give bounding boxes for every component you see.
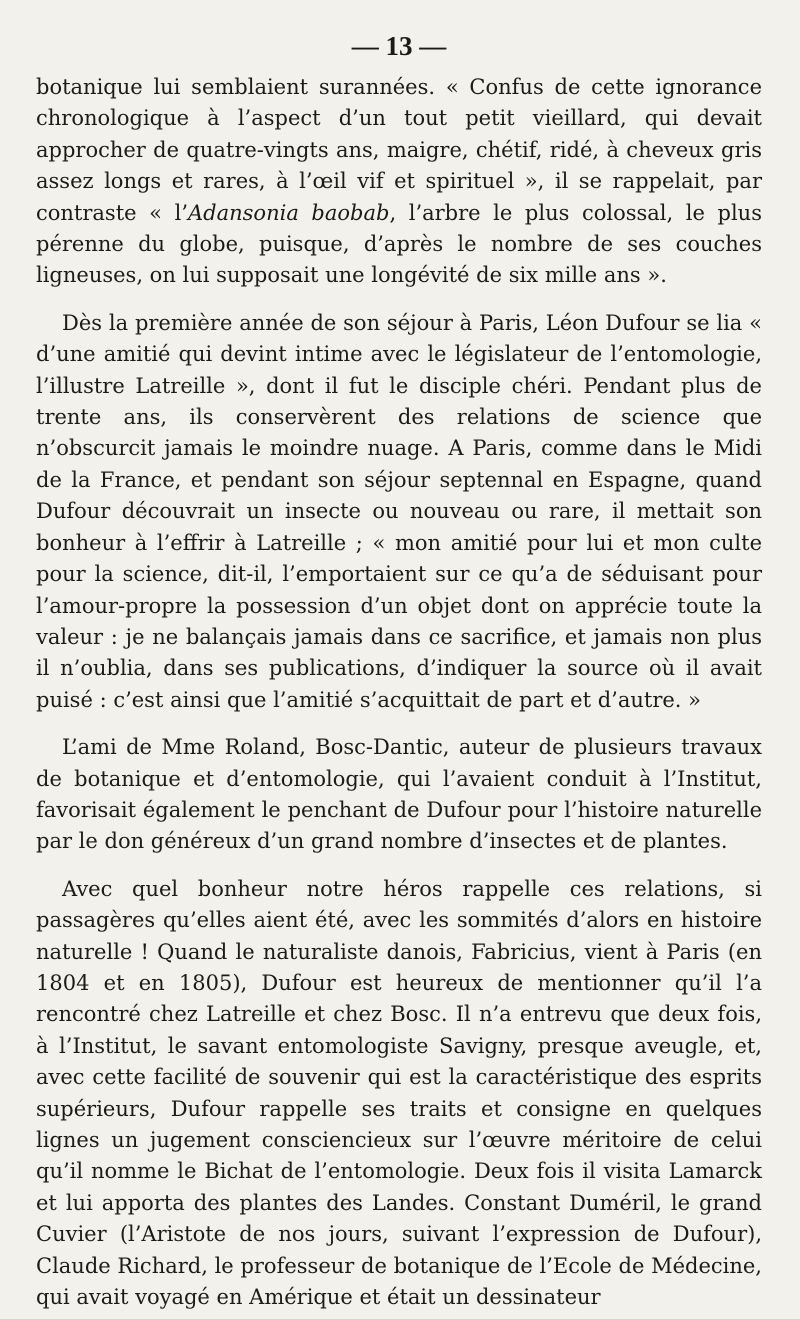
page-number: — 13 — [351, 31, 447, 61]
paragraph-3: L’ami de Mme Roland, Bosc-Dantic, auteur de plusieurs travaux de botanique et d’entomologie, qui l’avaient conduit à l’Institut, favorisait également le penchant de Dufour pour l’histoire naturelle par le don généreux d’un grand nombre d’insectes et de plantes. [36, 735, 762, 854]
paragraph-2: Dès la première année de son séjour à Paris, Léon Dufour se lia « d’une amitié qui devint intime avec le législateur de l’entomologie, l’illustre Latreille », dont il fut le disciple chéri. Pendant plus de trente ans, ils conservèrent des relations de science que n’obscurcit jamais le moindre nuage. A Paris, comme dans le Midi de la France, et pendant son séjour septennal en Espagne, quand Dufour découvrait un insecte ou nouveau ou rare, il mettait son bonheur à l’effrir à Latreille ; « mon amitié pour lui et mon culte pour la science, dit-il, l’emportaient sur ce qu’a de séduisant pour l’amour-propre la possession d’un objet dont on apprécie toute la valeur : je ne balançais jamais dans ce sacrifice, et jamais non plus il n’oublia, dans ses publications, d’indiquer la source où il avait puisé : c’est ainsi que l’amitié s’acquittait de part et d’autre. » [36, 310, 762, 712]
paragraph-1-text-a: botanique lui semblaient surannées. « Confus de cette ignorance chronologique à l’aspect d’un tout petit vieillard, qui devait approcher de quatre-vingts ans, maigre, chétif, ridé, à cheveux gris assez longs et rares, à l’œil vif et spirituel », il se rappelait, par contraste « l’ [36, 75, 762, 225]
body-text [36, 72, 762, 1313]
paragraph-1-text-b: , l’arbre le plus colossal, le plus pérenne du globe, puisque, d’après le nombre de ses couches ligneuses, on lui supposait une longévité de six mille ans ». [36, 200, 762, 288]
paragraph-1-species-name: Adansonia baobab [188, 200, 390, 225]
paragraph-4: Avec quel bonheur notre héros rappelle ces relations, si passagères qu’elles aient été, avec les sommités d’alors en histoire naturelle ! Quand le naturaliste danois, Fabricius, vient à Paris (en 1804 et en 1805), Dufour est heureux de mentionner qu’il l’a rencontré chez Latreille et chez Bosc. Il n’a entrevu que deux fois, à l’Institut, le savant entomologiste Savigny, presque aveugle, et, avec cette facilité de souvenir qui est la caractéristique des esprits supérieurs, Dufour rappelle ses traits et consigne en quelques lignes un jugement consciencieux sur l’œuvre méritoire de celui qu’il nomme le Bichat de l’entomologie. Deux fois il visita Lamarck et lui apporta des plantes des Landes. Constant Duméril, le grand Cuvier (l’Aristote de nos jours, suivant l’expression de Dufour), Claude Richard, le professeur de botanique de l’Ecole de Médecine, qui avait voyagé en Amérique et était un dessinateur [36, 876, 762, 1310]
paragraph-1 [36, 72, 762, 292]
